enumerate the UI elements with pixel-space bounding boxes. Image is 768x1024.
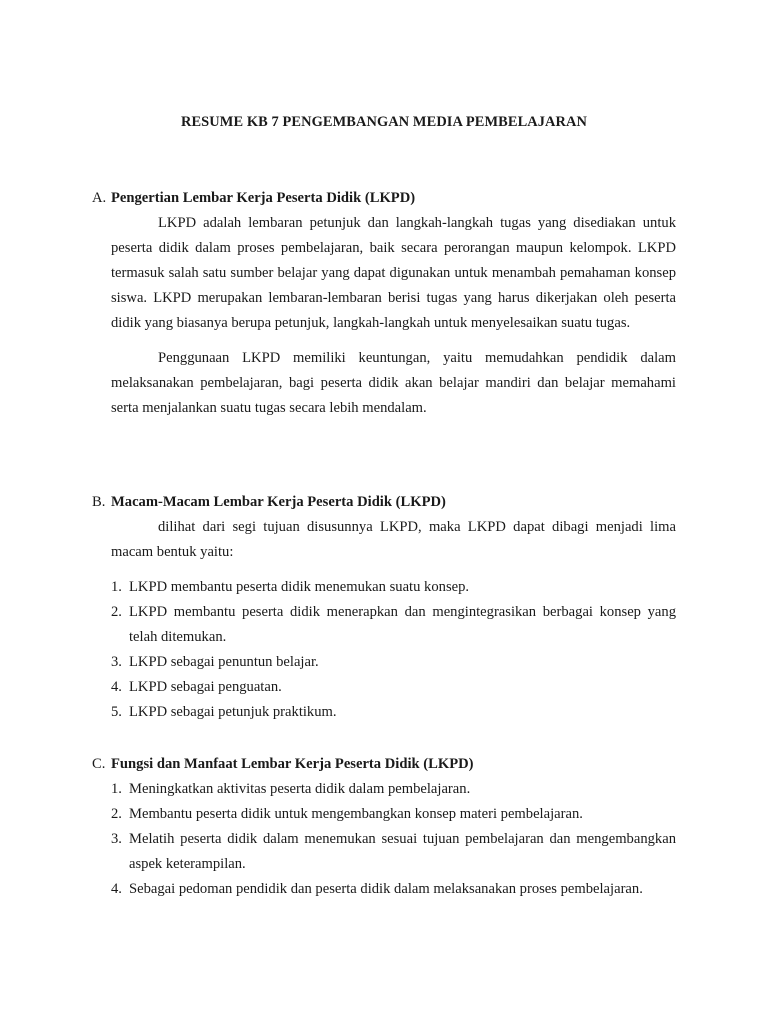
section-b-title: Macam-Macam Lembar Kerja Peserta Didik (LKPD) [111,494,446,510]
section-b-paragraph-1: dilihat dari segi tujuan disusunnya LKPD, maka LKPD dapat dibagi menjadi lima macam bentuk yaitu: [111,519,676,560]
section-c-title: Fungsi dan Manfaat Lembar Kerja Peserta Didik (LKPD) [111,756,474,772]
section-a [92,186,676,421]
section-a-paragraph-2: Penggunaan LKPD memiliki keuntungan, yaitu memudahkan pendidik dalam melaksanakan pembelajaran, bagi peserta didik akan belajar mandiri dan belajar memahami serta menjalankan suatu tugas secara lebih mendalam. [111,350,676,416]
list-item: 4. Sebagai pedoman pendidik dan peserta didik dalam melaksanakan proses pembelajaran. [111,881,643,897]
section-c-list [92,777,676,902]
section-a-heading [92,186,676,211]
section-a-paragraph-1: LKPD adalah lembaran petunjuk dan langkah-langkah tugas yang disediakan untuk peserta didik dalam proses pembelajaran, baik secara perorangan maupun kelompok. LKPD termasuk salah satu sumber belajar yang dapat digunakan untuk menambah pemahaman konsep siswa. LKPD merupakan lembaran-lembaran berisi tugas yang harus dikerjakan oleh peserta didik yang biasanya berupa petunjuk, langkah-langkah untuk menyelesaikan suatu tugas. [111,215,676,331]
section-a-letter: A. [92,190,107,206]
list-item: 1. LKPD membantu peserta didik menemukan suatu konsep. [111,579,470,595]
list-item: 1. Meningkatkan aktivitas peserta didik dalam pembelajaran. [111,781,471,797]
list-item: 2. Membantu peserta didik untuk mengembangkan konsep materi pembelajaran. [111,806,583,822]
list-item: 3. Melatih peserta didik dalam menemukan sesuai tujuan pembelajaran dan mengembangkan aspek keterampilan. [111,831,676,872]
section-b-letter: B. [92,494,106,510]
section-b-list [92,575,676,725]
section-c-letter: C. [92,756,106,772]
section-b [92,490,676,725]
list-item: 3. LKPD sebagai penuntun belajar. [111,654,319,670]
section-b-heading [92,490,676,515]
section-a-title: Pengertian Lembar Kerja Peserta Didik (LKPD) [111,190,416,206]
list-item: 2. LKPD membantu peserta didik menerapkan dan mengintegrasikan berbagai konsep yang telah ditemukan. [111,604,676,645]
section-c-heading [92,752,676,777]
section-c [92,752,676,902]
list-item: 4. LKPD sebagai penguatan. [111,679,282,695]
document-title: RESUME KB 7 PENGEMBANGAN MEDIA PEMBELAJARAN [180,114,588,130]
list-item: 5. LKPD sebagai petunjuk praktikum. [111,704,337,720]
